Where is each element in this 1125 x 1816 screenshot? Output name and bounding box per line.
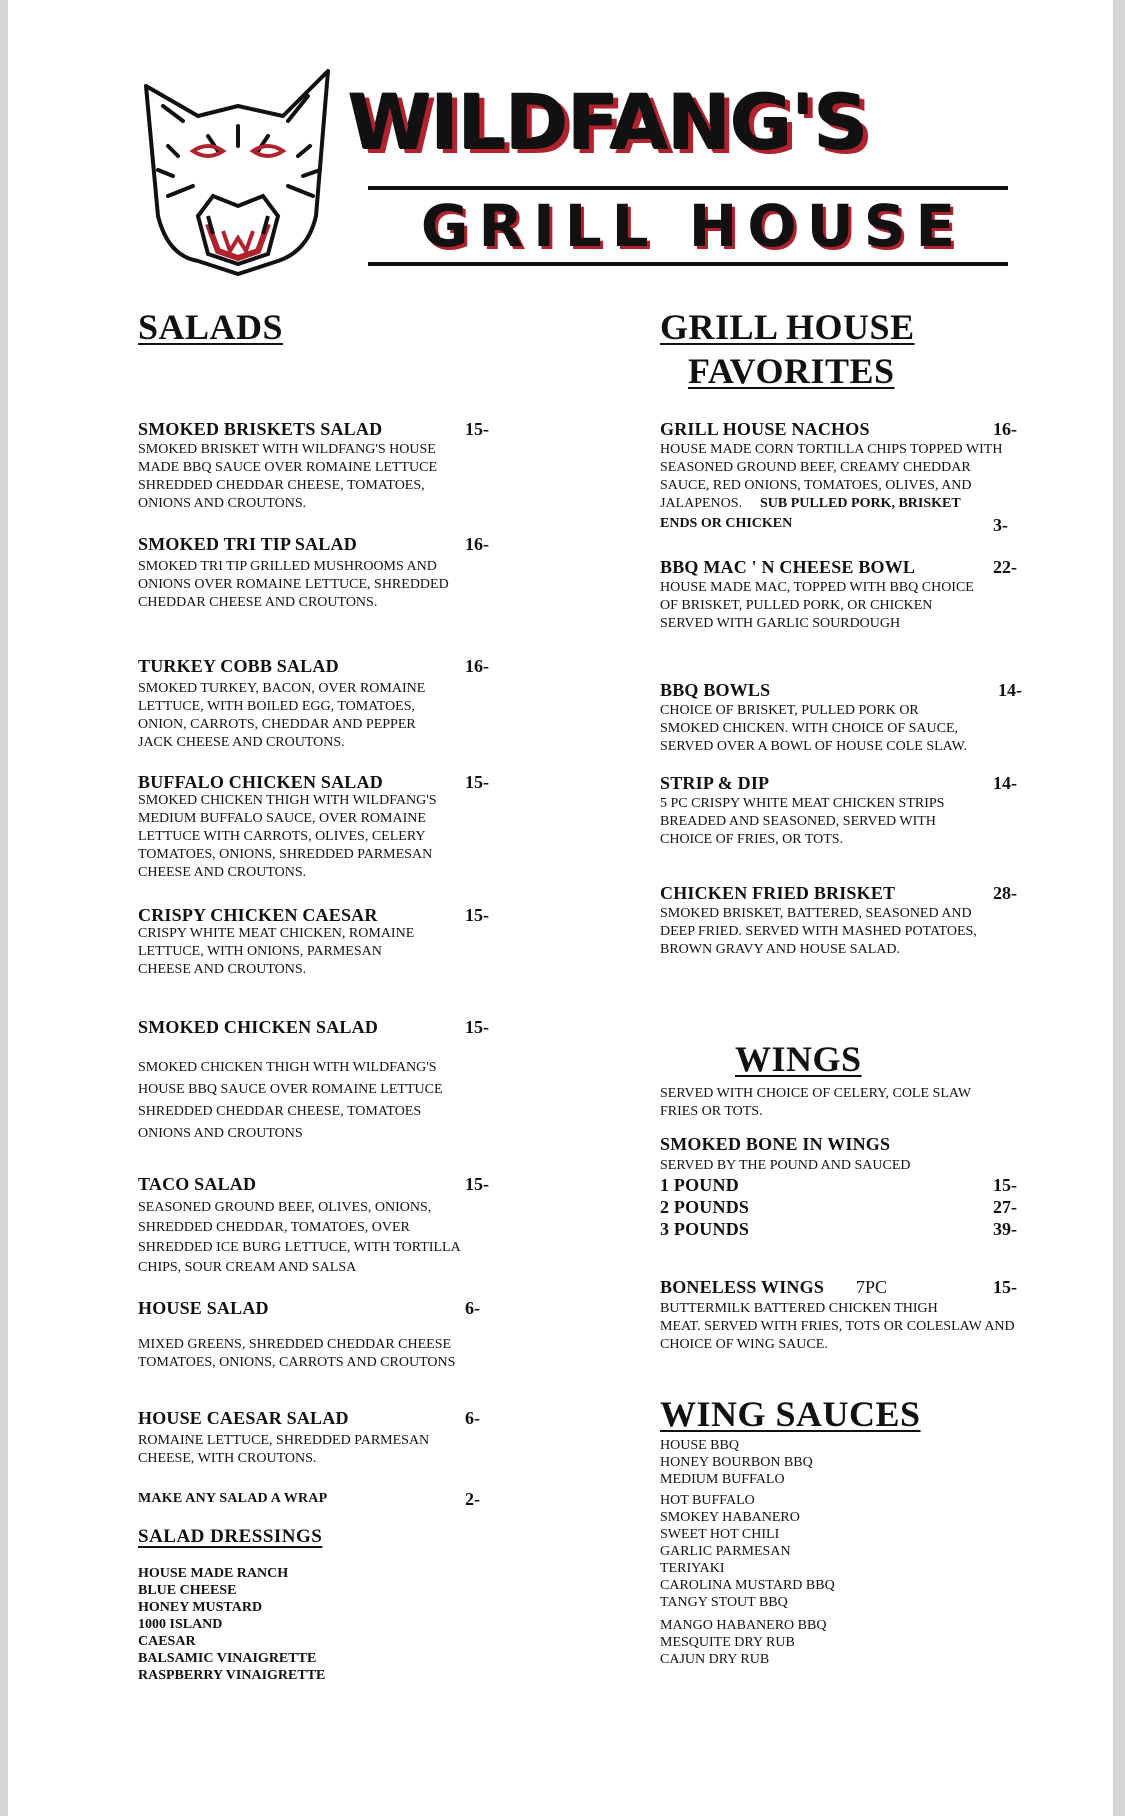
item-description: CRISPY WHITE MEAT CHICKEN, ROMAINE LETTUCE, WITH ONIONS, PARMESAN CHEESE AND CROUTONS. — [138, 926, 415, 977]
item-price: 28- — [993, 883, 1017, 903]
brand-title: WILDFANG'S — [348, 78, 868, 167]
section-heading-wings: WINGS — [735, 1039, 862, 1079]
brand-subtitle: GRILL HOUSE — [420, 192, 966, 260]
item-price: 6- — [465, 1408, 480, 1428]
section-heading-dressings: SALAD DRESSINGS — [138, 1526, 323, 1547]
item-name: BBQ MAC ' N CHEESE BOWL — [660, 557, 916, 577]
sauce-list-2: HOT BUFFALO SMOKEY HABANERO SWEET HOT CHILI GARLIC PARMESAN TERIYAKI CAROLINA MUSTARD BBQ TANGY STOUT BBQ — [660, 1493, 835, 1610]
wolf-head-icon — [138, 66, 338, 276]
item-price: 16- — [993, 419, 1017, 439]
item-price: 15- — [465, 1174, 489, 1194]
item-price: 15- — [465, 1017, 489, 1037]
section-heading-salads: SALADS — [138, 307, 284, 347]
item-name: HOUSE CAESAR SALAD — [138, 1408, 349, 1428]
item-description: SEASONED GROUND BEEF, OLIVES, ONIONS, SHREDDED CHEDDAR, TOMATOES, OVER SHREDDED ICE BURG LETTUCE, WITH TORTILLA CHIPS, SOUR CREAM AND SALSA — [138, 1200, 461, 1275]
nachos-sub-option-cont: ENDS OR CHICKEN — [660, 516, 793, 531]
item-description: SERVED BY THE POUND AND SAUCED — [660, 1158, 911, 1173]
header-rule-top — [368, 186, 1008, 190]
item-name: TACO SALAD — [138, 1174, 257, 1194]
item-name: CHICKEN FRIED BRISKET — [660, 883, 896, 903]
item-name: STRIP & DIP — [660, 773, 770, 793]
item-name: BONELESS WINGS — [660, 1277, 825, 1297]
item-description: 5 PC CRISPY WHITE MEAT CHICKEN STRIPS BREADED AND SEASONED, SERVED WITH CHOICE OF FRIES, OR TOTS. — [660, 796, 945, 847]
wrap-option-price: 2- — [465, 1489, 480, 1509]
dressings-list: HOUSE MADE RANCH BLUE CHEESE HONEY MUSTARD 1000 ISLAND CAESAR BALSAMIC VINAIGRETTE RASPBERRY VINAIGRETTE — [138, 1566, 326, 1683]
item-name: SMOKED TRI TIP SALAD — [138, 534, 357, 554]
item-name: SMOKED BRISKETS SALAD — [138, 419, 383, 439]
item-price: 15- — [465, 772, 489, 792]
item-price: 6- — [465, 1298, 480, 1318]
item-name: CRISPY CHICKEN CAESAR — [138, 905, 378, 925]
item-description: SMOKED TRI TIP GRILLED MUSHROOMS AND ONIONS OVER ROMAINE LETTUCE, SHREDDED CHEDDAR CHEESE AND CROUTONS. — [138, 559, 449, 610]
wing-size-price: 15- — [993, 1175, 1017, 1195]
item-price: 14- — [998, 680, 1022, 700]
item-price: 16- — [465, 534, 489, 554]
sauce-list-1: HOUSE BBQ HONEY BOURBON BBQ MEDIUM BUFFALO — [660, 1438, 813, 1487]
item-description: BUTTERMILK BATTERED CHICKEN THIGH MEAT. SERVED WITH FRIES, TOTS OR COLESLAW AND CHOICE OF WING SAUCE. — [660, 1301, 1015, 1352]
item-description: MIXED GREENS, SHREDDED CHEDDAR CHEESE TOMATOES, ONIONS, CARROTS AND CROUTONS — [138, 1337, 456, 1370]
item-name: SMOKED CHICKEN SALAD — [138, 1017, 379, 1037]
item-name: GRILL HOUSE NACHOS — [660, 419, 870, 439]
item-description: ROMAINE LETTUCE, SHREDDED PARMESAN CHEESE, WITH CROUTONS. — [138, 1433, 430, 1466]
boneless-count: 7PC — [856, 1277, 888, 1297]
wing-size-price: 39- — [993, 1219, 1017, 1239]
item-price: 15- — [465, 905, 489, 925]
header-rule-bottom — [368, 262, 1008, 266]
wing-size-label: 3 POUNDS — [660, 1219, 750, 1239]
wing-size-price: 27- — [993, 1197, 1017, 1217]
nachos-sub-price: 3- — [993, 515, 1008, 535]
section-heading-wing-sauces: WING SAUCES — [660, 1394, 921, 1434]
wrap-option-label: MAKE ANY SALAD A WRAP — [138, 1491, 328, 1506]
item-description: SMOKED BRISKET, BATTERED, SEASONED AND DEEP FRIED. SERVED WITH MASHED POTATOES, BROWN GRAVY AND HOUSE SALAD. — [660, 906, 977, 957]
wing-size-label: 2 POUNDS — [660, 1197, 750, 1217]
section-heading-favorites-line2: FAVORITES — [688, 351, 895, 391]
item-price: 14- — [993, 773, 1017, 793]
item-description: HOUSE MADE CORN TORTILLA CHIPS TOPPED WITH SEASONED GROUND BEEF, CREAMY CHEDDAR SAUCE, RED ONIONS, TOMATOES, OLIVES, AND JALAPENOS. — [660, 442, 1003, 511]
item-name: SMOKED BONE IN WINGS — [660, 1134, 891, 1154]
item-price: 22- — [993, 557, 1017, 577]
item-price: 15- — [993, 1277, 1017, 1297]
section-heading-favorites-line1: GRILL HOUSE — [660, 307, 915, 347]
item-description: SMOKED TURKEY, BACON, OVER ROMAINE LETTUCE, WITH BOILED EGG, TOMATOES, ONION, CARROTS, CHEDDAR AND PEPPER JACK CHEESE AND CROUTONS. — [138, 681, 426, 750]
item-description: SMOKED CHICKEN THIGH WITH WILDFANG'S MEDIUM BUFFALO SAUCE, OVER ROMAINE LETTUCE WITH CARROTS, OLIVES, CELERY TOMATOES, ONIONS, SHREDDED PARMESAN CHEESE AND CROUTONS. — [138, 793, 437, 880]
nachos-sub-option: SUB PULLED PORK, BRISKET — [760, 496, 961, 511]
item-description: SMOKED CHICKEN THIGH WITH WILDFANG'S HOUSE BBQ SAUCE OVER ROMAINE LETTUCE SHREDDED CHEDDAR CHEESE, TOMATOES ONIONS AND CROUTONS — [138, 1060, 443, 1141]
item-description: HOUSE MADE MAC, TOPPED WITH BBQ CHOICE OF BRISKET, PULLED PORK, OR CHICKEN SERVED WITH GARLIC SOURDOUGH — [660, 580, 974, 631]
item-name: TURKEY COBB SALAD — [138, 656, 339, 676]
item-description: CHOICE OF BRISKET, PULLED PORK OR SMOKED CHICKEN. WITH CHOICE OF SAUCE, SERVED OVER A BOWL OF HOUSE COLE SLAW. — [660, 703, 968, 754]
item-name: BUFFALO CHICKEN SALAD — [138, 772, 383, 792]
wing-size-label: 1 POUND — [660, 1175, 739, 1195]
item-price: 16- — [465, 656, 489, 676]
item-description: SMOKED BRISKET WITH WILDFANG'S HOUSE MADE BBQ SAUCE OVER ROMAINE LETTUCE SHREDDED CHEDDAR CHEESE, TOMATOES, ONIONS AND CROUTONS. — [138, 442, 438, 511]
menu-page — [8, 0, 1113, 1816]
wings-served-note: SERVED WITH CHOICE OF CELERY, COLE SLAW FRIES OR TOTS. — [660, 1086, 972, 1119]
sauce-list-3: MANGO HABANERO BBQ MESQUITE DRY RUB CAJUN DRY RUB — [660, 1618, 827, 1667]
item-name: BBQ BOWLS — [660, 680, 771, 700]
item-price: 15- — [465, 419, 489, 439]
item-name: HOUSE SALAD — [138, 1298, 269, 1318]
